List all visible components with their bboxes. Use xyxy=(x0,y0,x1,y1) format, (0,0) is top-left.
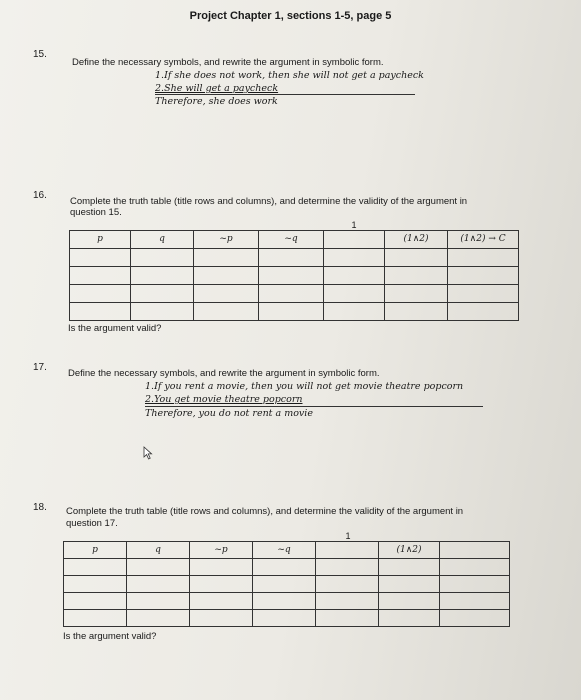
question-15-number: 15. xyxy=(33,49,47,60)
header-cell: ~q xyxy=(253,541,316,558)
header-cell xyxy=(324,230,385,248)
table-row xyxy=(70,266,519,284)
question-15-premise-rule xyxy=(155,94,415,95)
question-16-number: 16. xyxy=(33,190,47,201)
table-row xyxy=(70,248,519,266)
table-row xyxy=(64,575,510,592)
question-15-premise-2: 2.She will get a paycheck xyxy=(155,83,279,94)
question-15-prompt: Define the necessary symbols, and rewrite the argument in symbolic form. xyxy=(72,57,384,68)
table-row xyxy=(64,609,510,626)
question-17-premise-rule xyxy=(145,406,483,407)
question-16-prompt-line-2: question 15. xyxy=(70,207,122,218)
header-cell: (1∧2) → C xyxy=(448,230,519,248)
question-15-conclusion: Therefore, she does work xyxy=(155,96,278,107)
truth-table-q16 xyxy=(69,218,519,321)
truth-table-q16-top-label: 1 xyxy=(70,218,385,230)
table-header-row xyxy=(70,230,519,248)
question-17-premise-2: 2.You get movie theatre popcorn xyxy=(145,394,303,405)
truth-table-q18 xyxy=(63,529,510,627)
table-header-row xyxy=(64,541,510,558)
header-cell xyxy=(316,541,379,558)
header-cell: q xyxy=(127,541,190,558)
question-17-conclusion: Therefore, you do not rent a movie xyxy=(145,408,313,419)
question-16-prompt-line-1: Complete the truth table (title rows and columns), and determine the validity of the argument in xyxy=(70,196,468,207)
mouse-pointer-icon xyxy=(143,446,153,460)
header-cell: p xyxy=(70,230,131,248)
table-row xyxy=(70,284,519,302)
header-cell: p xyxy=(64,541,127,558)
truth-table-q18-top-label: 1 xyxy=(64,529,379,541)
header-cell: (1∧2) xyxy=(379,541,440,558)
header-cell: ~p xyxy=(194,230,259,248)
header-cell xyxy=(440,541,510,558)
question-16-valid-question: Is the argument valid? xyxy=(68,323,162,334)
question-17-prompt: Define the necessary symbols, and rewrite the argument in symbolic form. xyxy=(68,368,380,379)
header-cell: ~p xyxy=(190,541,253,558)
table-row xyxy=(70,302,519,320)
question-18-number: 18. xyxy=(33,502,47,513)
page-title: Project Chapter 1, sections 1-5, page 5 xyxy=(189,10,392,22)
question-15-premise-1: 1.If she does not work, then she will not get a paycheck xyxy=(155,70,424,81)
header-cell: (1∧2) xyxy=(385,230,448,248)
question-18-prompt-line-2: question 17. xyxy=(66,518,118,529)
header-cell: ~q xyxy=(259,230,324,248)
header-cell: q xyxy=(131,230,194,248)
table-row xyxy=(64,558,510,575)
question-17-number: 17. xyxy=(33,362,47,373)
question-18-prompt-line-1: Complete the truth table (title rows and columns), and determine the validity of the argument in xyxy=(66,506,464,517)
question-17-premise-1: 1.If you rent a movie, then you will not get movie theatre popcorn xyxy=(145,381,464,392)
table-row xyxy=(64,592,510,609)
question-18-valid-question: Is the argument valid? xyxy=(63,631,157,642)
